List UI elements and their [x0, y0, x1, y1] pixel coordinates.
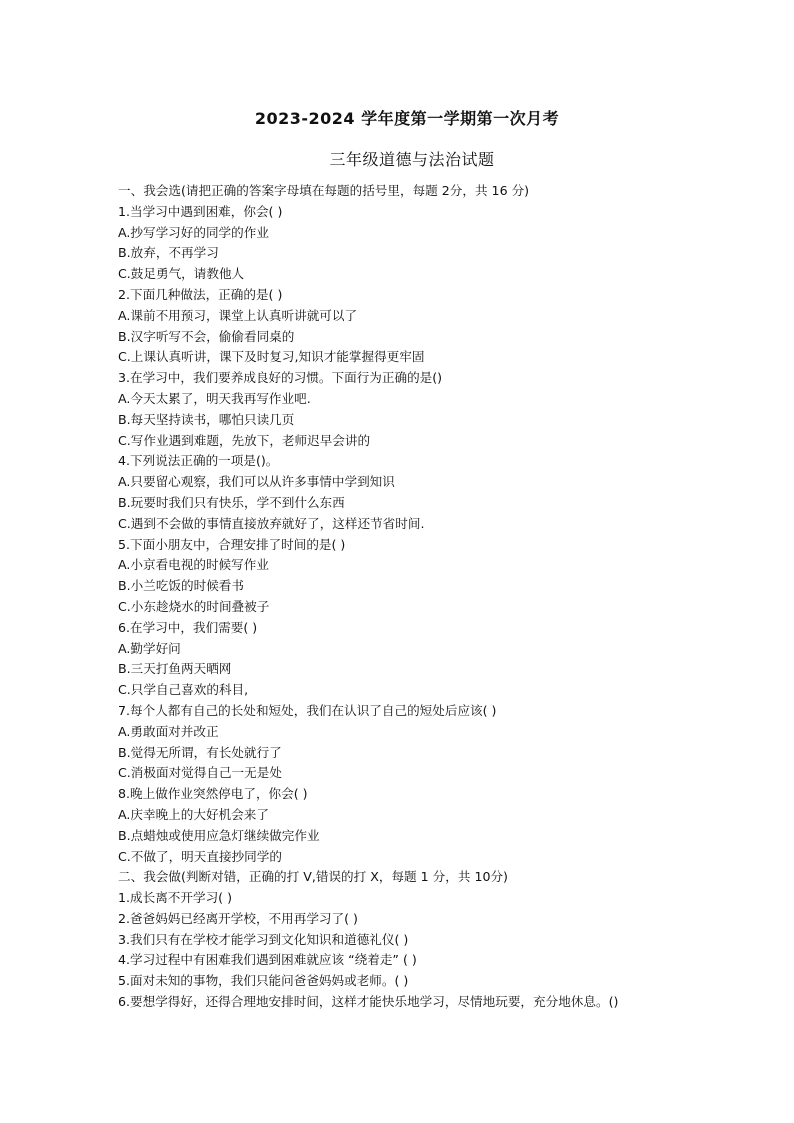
option-2b: B.汉字听写不会，偷偷看同桌的	[118, 328, 295, 344]
option-6b: B.三天打鱼两天晒网	[118, 661, 232, 677]
option-5b: B.小兰吃饭的时候看书	[118, 578, 244, 594]
option-2a: A.课前不用预习，课堂上认真听讲就可以了	[118, 307, 358, 323]
option-1a: A.抄写学习好的同学的作业	[118, 224, 269, 240]
question-3: 3.在学习中，我们要养成良好的习惯。下面行为正确的是()	[118, 370, 443, 386]
question-6: 6.在学习中，我们需要( )	[118, 619, 258, 635]
section-heading-2: 二、我会做(判断对错，正确的打 V,错误的打 X，每题 1 分，共 10分)	[118, 869, 508, 885]
option-4a: A.只要留心观察，我们可以从许多事情中学到知识	[118, 474, 395, 490]
option-4b: B.玩要时我们只有快乐，学不到什么东西	[118, 494, 345, 510]
option-7c: C.消极面对觉得自己一无是处	[118, 765, 282, 781]
option-6a: A.勤学好问	[118, 640, 181, 656]
judgement-5: 5.面对未知的事物，我们只能问爸爸妈妈或老师。( )	[118, 973, 409, 989]
judgement-4: 4.学习过程中有困难我们遇到困难就应该 “绕着走” ( )	[118, 952, 417, 968]
exam-subtitle: 三年级道德与法治试题	[329, 150, 495, 169]
option-4c: C.遇到不会做的事情直接放弃就好了，这样还节省时间.	[118, 515, 425, 531]
option-8a: A.庆幸晚上的大好机会来了	[118, 806, 269, 822]
judgement-3: 3.我们只有在学校才能学习到文化知识和道德礼仪( )	[118, 931, 409, 947]
judgement-1: 1.成长离不开学习( )	[118, 890, 233, 906]
section-heading-1: 一、我会选(请把正确的答案字母填在每题的括号里，每题 2分，共 16 分)	[118, 183, 530, 198]
option-3c: C.写作业遇到难题，先放下，老师迟早会讲的	[118, 432, 371, 448]
exam-content	[118, 181, 758, 1013]
option-5a: A.小京看电视的时候写作业	[118, 557, 269, 573]
option-7a: A.勇敢面对并改正	[118, 723, 219, 739]
question-8: 8.晚上做作业突然停电了，你会( )	[118, 786, 308, 802]
judgement-6: 6.要想学得好，还得合理地安排时间，这样才能快乐地学习，尽情地玩要，充分地休息。()	[118, 994, 619, 1010]
option-2c: C.上课认真听讲，课下及时复习,知识才能掌握得更牢固	[118, 349, 425, 365]
option-8c: C.不做了，明天直接抄同学的	[118, 848, 282, 864]
exam-title: 2023-2024 学年度第一学期第一次月考	[254, 109, 560, 128]
question-1: 1.当学习中遇到困难，你会( )	[118, 203, 283, 219]
option-6c: C.只学自己喜欢的科目,	[118, 682, 249, 698]
option-3a: A.今天太累了，明天我再写作业吧.	[118, 390, 311, 406]
option-1b: B.放弃，不再学习	[118, 245, 219, 261]
question-4: 4.下列说法正确的一项是()。	[118, 453, 279, 469]
option-7b: B.觉得无所谓，有长处就行了	[118, 744, 282, 760]
option-5c: C.小东趁烧水的时间叠被子	[118, 598, 270, 614]
question-2: 2.下面几种做法，正确的是( )	[118, 286, 283, 302]
option-1c: C.鼓足勇气，请教他人	[118, 266, 245, 282]
judgement-2: 2.爸爸妈妈已经离开学校，不用再学习了( )	[118, 910, 358, 926]
question-7: 7.每个人都有自己的长处和短处，我们在认识了自己的短处后应该( )	[118, 702, 497, 718]
option-3b: B.每天坚持读书，哪怕只读几页	[118, 411, 295, 427]
option-8b: B.点蜡烛或使用应急灯继续做完作业	[118, 827, 320, 843]
question-5: 5.下面小朋友中，合理安排了时间的是( )	[118, 536, 346, 552]
